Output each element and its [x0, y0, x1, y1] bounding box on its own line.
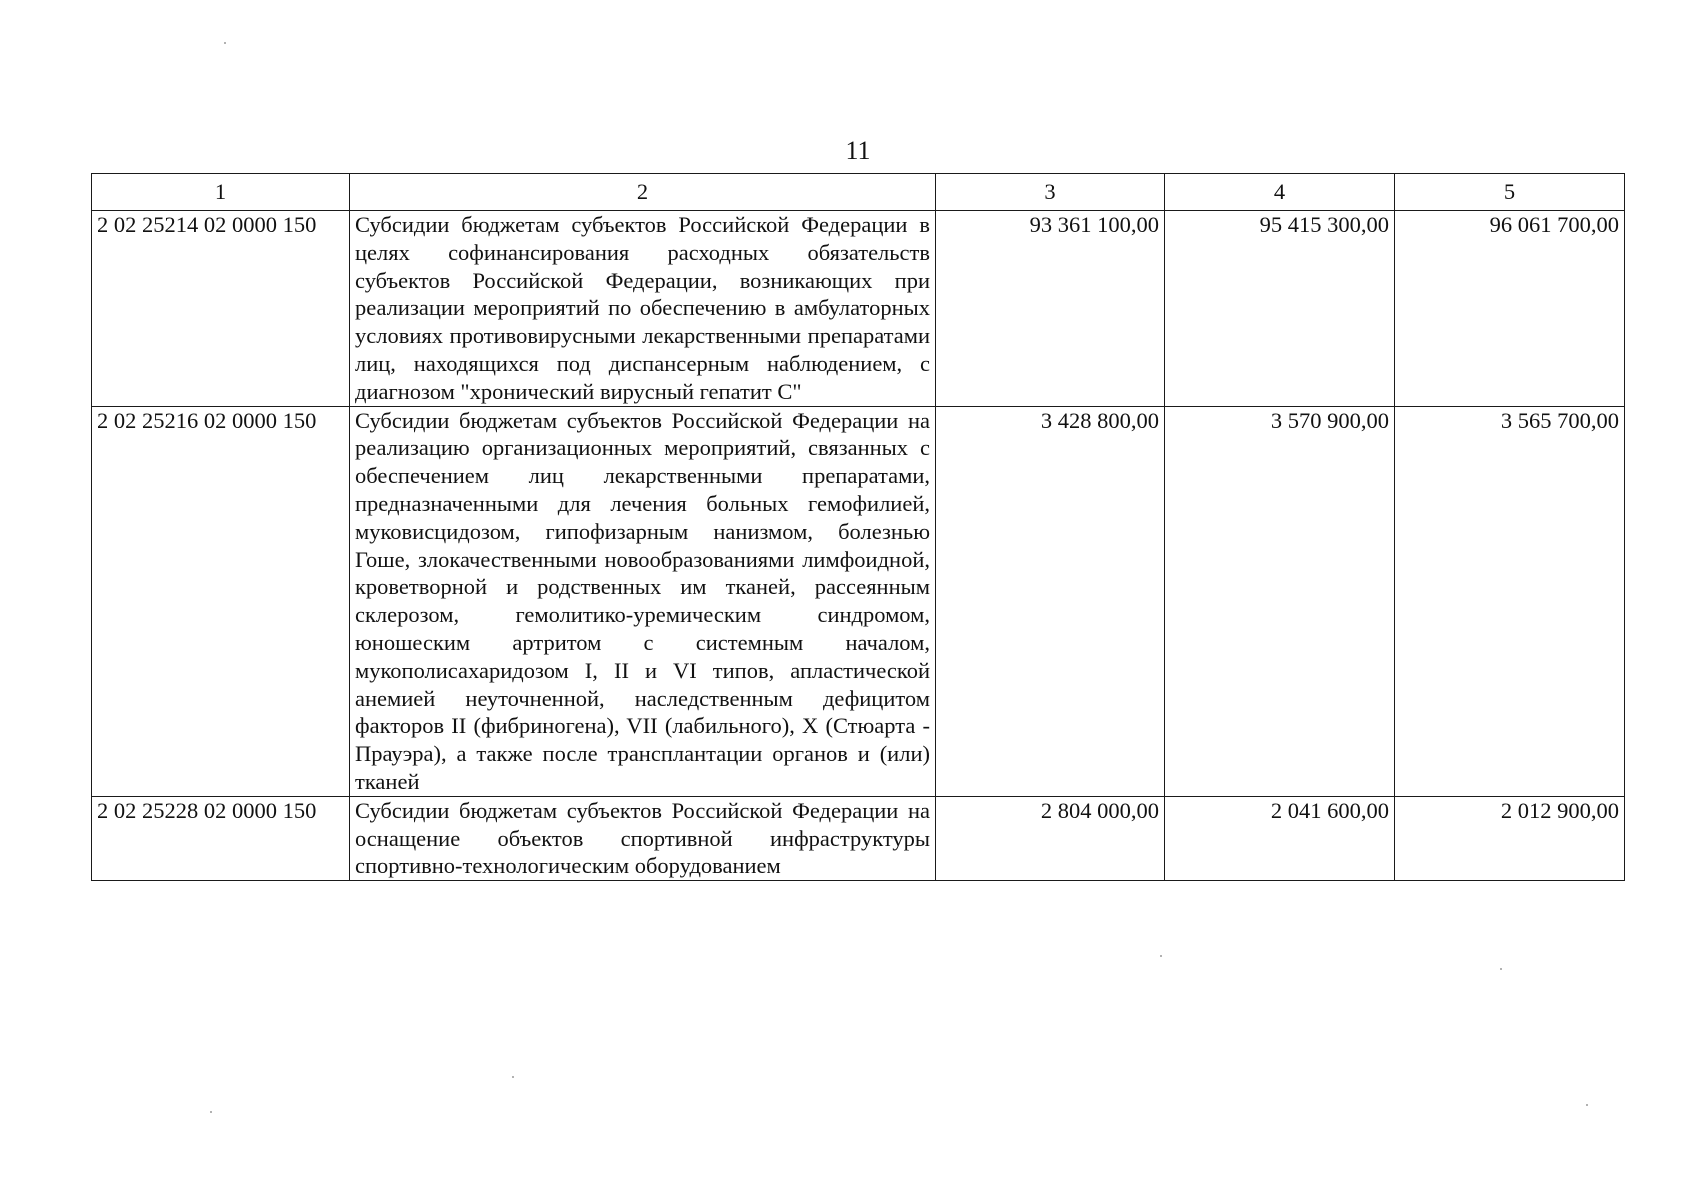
budget-code: 2 02 25214 02 0000 150 [92, 211, 350, 407]
scan-speck [1160, 955, 1162, 957]
budget-table [91, 173, 1625, 881]
budget-code: 2 02 25228 02 0000 150 [92, 796, 350, 880]
column-header-3: 3 [936, 174, 1165, 211]
amount-col3: 93 361 100,00 [936, 211, 1165, 407]
column-header-1: 1 [92, 174, 350, 211]
scan-speck [1586, 1104, 1588, 1106]
scan-speck [210, 1111, 212, 1113]
scan-speck [1500, 968, 1502, 970]
column-header-4: 4 [1165, 174, 1395, 211]
table-row [92, 211, 1625, 407]
amount-col5: 2 012 900,00 [1395, 796, 1625, 880]
amount-col3: 2 804 000,00 [936, 796, 1165, 880]
scan-speck [224, 42, 226, 44]
amount-col4: 3 570 900,00 [1165, 406, 1395, 796]
table-header [92, 174, 1625, 211]
budget-code: 2 02 25216 02 0000 150 [92, 406, 350, 796]
page-number: 11 [845, 136, 871, 165]
scan-speck [512, 1076, 514, 1078]
table-row [92, 406, 1625, 796]
table-body [92, 211, 1625, 881]
table-row [92, 796, 1625, 880]
amount-col5: 96 061 700,00 [1395, 211, 1625, 407]
header-row [92, 174, 1625, 211]
column-header-2: 2 [350, 174, 936, 211]
column-header-5: 5 [1395, 174, 1625, 211]
subsidy-description: Субсидии бюджетам субъектов Российской Федерации на оснащение объектов спортивной инфраструктуры спортивно-технологическим оборудованием [350, 796, 936, 880]
amount-col5: 3 565 700,00 [1395, 406, 1625, 796]
amount-col4: 2 041 600,00 [1165, 796, 1395, 880]
subsidy-description: Субсидии бюджетам субъектов Российской Федерации в целях софинансирования расходных обязательств субъектов Российской Федерации, возникающих при реализации мероприятий по обеспечению в амбулаторных условиях противовирусными лекарственными препаратами лиц, находящихся под диспансерным наблюдением, с диагнозом "хронический вирусный гепатит С" [350, 211, 936, 407]
amount-col4: 95 415 300,00 [1165, 211, 1395, 407]
subsidy-description: Субсидии бюджетам субъектов Российской Федерации на реализацию организационных мероприятий, связанных с обеспечением лиц лекарственными препаратами, предназначенными для лечения больных гемофилией, муковисцидозом, гипофизарным нанизмом, болезнью Гоше, злокачественными новообразованиями лимфоидной, кроветворной и родственных им тканей, рассеянным склерозом, гемолитико-уремическим синдромом, юношеским артритом с системным началом, мукополисахаридозом I, II и VI типов, апластической анемией неуточненной, наследственным дефицитом факторов II (фибриногена), VII (лабильного), X (Стюарта - Прауэра), а также после трансплантации органов и (или) тканей [350, 406, 936, 796]
amount-col3: 3 428 800,00 [936, 406, 1165, 796]
